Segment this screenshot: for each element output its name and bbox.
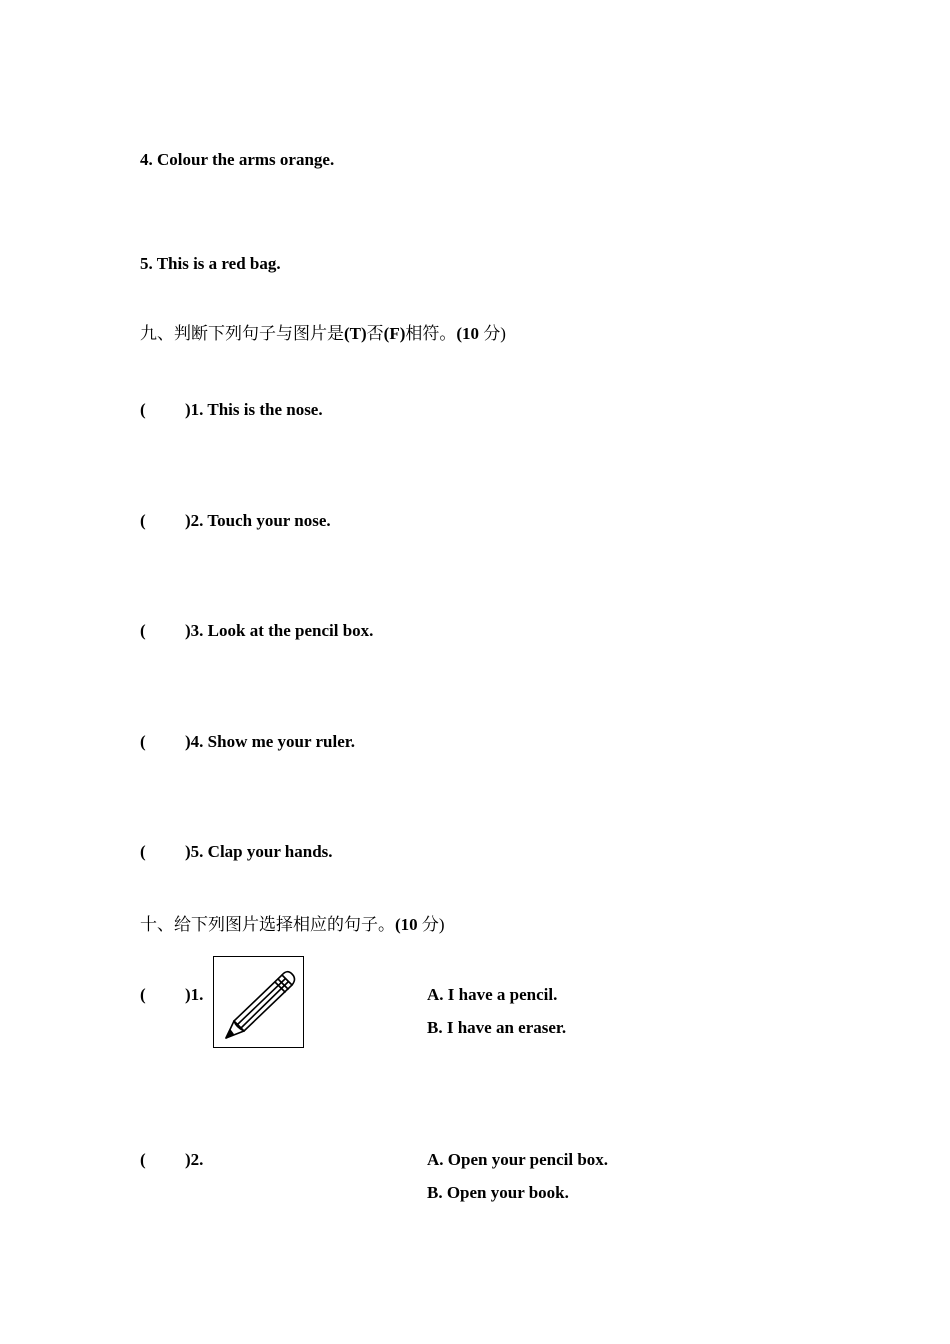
section-9-heading-true: (T): [344, 324, 367, 343]
judge-question-5: [140, 842, 740, 862]
choose-question-2-option-a: A. Open your pencil box.: [427, 1150, 609, 1169]
section-9-heading-part: 九、判断下列句子与图片是: [140, 324, 344, 343]
section-10-heading-score: (10: [395, 915, 418, 934]
judge-question-1: [140, 400, 740, 420]
answer-blank-open[interactable]: (: [140, 621, 146, 640]
section-9-heading-part: 相符。: [405, 324, 457, 343]
judge-question-2: [140, 511, 740, 531]
judge-question-3: [140, 621, 740, 641]
section-9-heading: [140, 324, 506, 344]
choose-question-1-option-b: B. I have an eraser.: [427, 1018, 567, 1037]
judge-question-text: )3. Look at the pencil box.: [185, 621, 374, 640]
section-9-heading-unit: 分): [479, 324, 506, 343]
judge-question-text: )5. Clap your hands.: [185, 842, 333, 861]
section-10-heading-part: 十、给下列图片选择相应的句子。: [140, 915, 395, 934]
choose-question-number: )1.: [185, 985, 204, 1004]
section-10-heading: [140, 915, 445, 935]
judge-question-text: )2. Touch your nose.: [185, 511, 331, 530]
answer-blank-open[interactable]: (: [140, 1150, 146, 1169]
section-9-heading-part: 否: [366, 324, 384, 343]
choose-question-2-option-b: B. Open your book.: [427, 1183, 569, 1202]
answer-blank-open[interactable]: (: [140, 732, 146, 751]
section-10-heading-unit: 分): [417, 915, 445, 934]
choose-question-number: )2.: [185, 1150, 204, 1169]
answer-blank-open[interactable]: (: [140, 511, 146, 530]
section-9-heading-false: (F): [383, 324, 406, 343]
instruction-item-4: 4. Colour the arms orange.: [140, 150, 335, 169]
answer-blank-open[interactable]: (: [140, 400, 146, 419]
choose-question-1-option-a: A. I have a pencil.: [427, 985, 558, 1004]
pencil-picture-frame: [213, 956, 304, 1048]
pencil-icon: [214, 957, 302, 1046]
instruction-item-5: 5. This is a red bag.: [140, 254, 281, 273]
answer-blank-open[interactable]: (: [140, 842, 146, 861]
judge-question-4: [140, 732, 740, 752]
section-9-heading-score: (10: [456, 324, 480, 343]
answer-blank-open[interactable]: (: [140, 985, 146, 1004]
judge-question-text: )1. This is the nose.: [185, 400, 323, 419]
judge-question-text: )4. Show me your ruler.: [185, 732, 355, 751]
